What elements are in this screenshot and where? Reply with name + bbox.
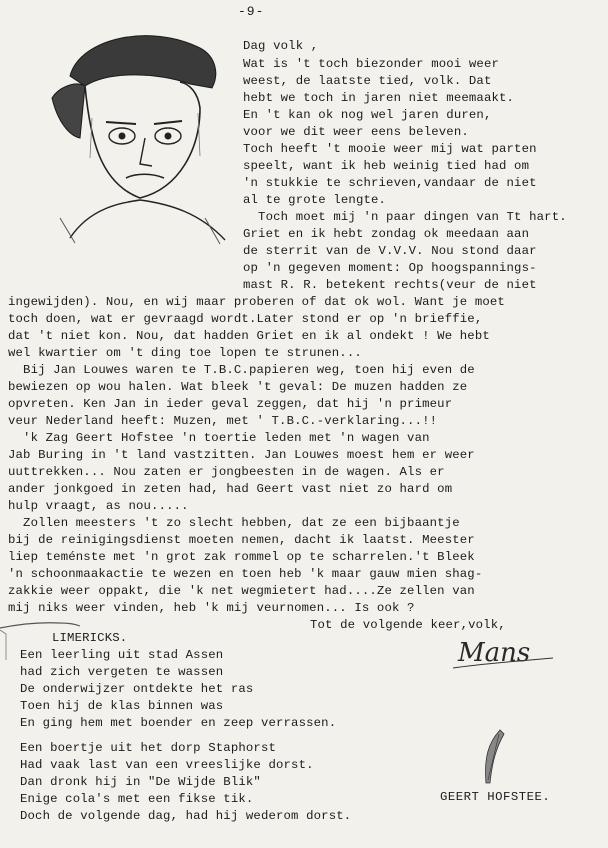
letter-line: bij de reinigingsdienst moeten nemen, dacht ik laatst. Meester (8, 533, 475, 547)
letter-line: bewiezen op wou halen. Wat bleek 't geval: De muzen hadden ze (8, 380, 468, 394)
letter-line: op 'n gegeven moment: Op hoogspannings- (243, 261, 537, 275)
quill-drawing-icon (478, 728, 508, 788)
letter-line: Jab Buring in 't land vastzitten. Jan Louwes moest hem er weer (8, 448, 475, 462)
letter-line: Toch moet mij 'n paar dingen van Tt hart. (243, 210, 567, 224)
letter-line: Bij Jan Louwes waren te T.B.C.papieren weg, toen hij even de (8, 363, 475, 377)
letter-line: mij niks weer vinden, heb 'k mij veurnomen... Is ook ? (8, 601, 415, 615)
letter-line: uuttrekken... Nou zaten er jongbeesten in de wagen. Als er (8, 465, 445, 479)
letter-line: de sterrit van de V.V.V. Nou stond daar (243, 244, 537, 258)
letter-line: mast R. R. betekent rechts(veur de niet (243, 278, 537, 292)
signature-underline (448, 628, 558, 678)
letter-line: opvreten. Ken Jan in ieder geval zeggen, dat hij 'n primeur (8, 397, 453, 411)
poem-line: Een boertje uit het dorp Staphorst (20, 741, 276, 755)
letter-line: wel kwartier om 't ding toe lopen te strunen... (8, 346, 362, 360)
letter-line: al te grote lengte. (243, 193, 387, 207)
letter-greeting: Dag volk , (243, 39, 319, 53)
letter-line: Griet en ik hebt zondag ok meedaan aan (243, 227, 530, 241)
letter-line: weest, de laatste tied, volk. Dat (243, 74, 492, 88)
letter-line: zakkie weer oppakt, die 'k net wegmietert had....Ze zellen van (8, 584, 475, 598)
letter-line: 'k Zag Geert Hofstee 'n toertie leden met 'n wagen van (8, 431, 430, 445)
letter-line: veur Nederland heeft: Muzen, met ' T.B.C.-verklaring...!! (8, 414, 438, 428)
letter-line: 'n stukkie te schrieven,vandaar de niet (243, 176, 537, 190)
signature: Mans (458, 638, 531, 668)
poem-line: Enige cola's met een fikse tik. (20, 792, 254, 806)
page-number: -9- (238, 4, 265, 19)
letter-line: Toch heeft 't mooie weer mij wat parten (243, 142, 537, 156)
letter-line: liep teménste met 'n grot zak rommel op te scharrelen.'t Bleek (8, 550, 475, 564)
letter-line: toch doen, wat er gevraagd wordt.Later stond er op 'n brieffie, (8, 312, 483, 326)
letter-line: ander jonkgoed in zeten had, had Geert vast niet zo hard om (8, 482, 453, 496)
poem-line: Doch de volgende dag, had hij wederom dorst. (20, 809, 352, 823)
letter-line: dat 't niet kon. Nou, dat hadden Griet en ik al ondekt ! We hebt (8, 329, 490, 343)
letter-line: voor we dit weer eens beleven. (243, 125, 469, 139)
letter-line: 'n schoonmaakactie te wezen en toen heb 'k maar gauw mien shag- (8, 567, 483, 581)
poem-line: Toen hij de klas binnen was (20, 699, 224, 713)
letter-closing: Tot de volgende keer,volk, (310, 618, 506, 632)
letter-line: speelt, want ik heb weinig tied had om (243, 159, 530, 173)
letter-line: ingewijden). Nou, en wij maar proberen of dat ok wol. Want je moet (8, 295, 505, 309)
poem-line: Had vaak last van een vreeslijke dorst. (20, 758, 314, 772)
limerick-author: GEERT HOFSTEE. (440, 790, 551, 804)
poem-line: Dan dronk hij in "De Wijde Blik" (20, 775, 261, 789)
letter-line: Wat is 't toch biezonder mooi weer (243, 57, 499, 71)
letter-line: Zollen meesters 't zo slecht hebben, dat ze een bijbaantje (8, 516, 460, 530)
limericks-title: LIMERICKS. (52, 631, 128, 645)
poem-line: Een leerling uit stad Assen (20, 648, 224, 662)
poem-line: had zich vergeten te wassen (20, 665, 224, 679)
letter-line: hulp vraagt, as nou..... (8, 499, 189, 513)
poem-line: En ging hem met boender en zeep verrassen. (20, 716, 337, 730)
poem-line: De onderwijzer ontdekte het ras (20, 682, 254, 696)
letter-line: hebt we toch in jaren niet meemaakt. (243, 91, 515, 105)
letter-line: En 't kan ok nog wel jaren duren, (243, 108, 492, 122)
portrait-drawing-icon (30, 18, 230, 248)
